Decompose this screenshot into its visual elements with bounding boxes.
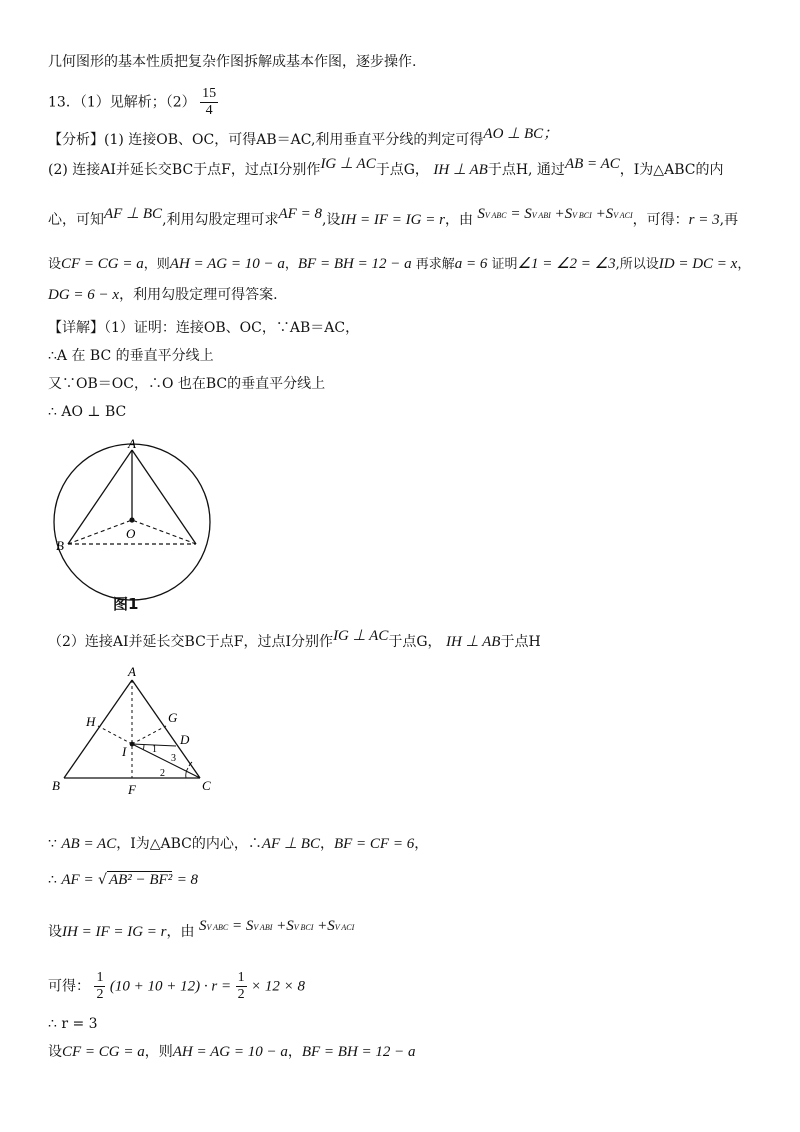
s3-area-eq bbox=[199, 918, 354, 934]
analysis-line-3 bbox=[48, 206, 760, 232]
s2c: AB² − BF² bbox=[108, 872, 173, 888]
p2b: IG ⊥ AC bbox=[333, 628, 389, 644]
segment-IG bbox=[132, 726, 166, 744]
s4f: 2 bbox=[237, 987, 245, 1002]
q13-den: 4 bbox=[205, 103, 213, 118]
p2c: 于点G， bbox=[388, 634, 442, 650]
analysis-line-2 bbox=[48, 156, 760, 180]
s6f: BF = BH = 12 − a bbox=[301, 1044, 416, 1060]
s1a: ∵ bbox=[48, 836, 57, 852]
label-B2: B bbox=[52, 778, 60, 793]
label-B: B bbox=[56, 538, 64, 553]
a4c: ，则 bbox=[143, 257, 170, 272]
s1g: ， bbox=[414, 836, 429, 852]
s6d: AH = AG = 10 − a bbox=[172, 1044, 288, 1060]
s1f: BF = CF = 6 bbox=[333, 836, 415, 852]
s3b: IH = IF = IG = r bbox=[62, 924, 167, 940]
a3s4: V ACI bbox=[613, 211, 633, 220]
analysis-line-5 bbox=[48, 285, 760, 305]
s1b: AB = AC bbox=[61, 836, 117, 852]
label-I: I bbox=[122, 744, 127, 759]
a3f: IH = IF = IG = r bbox=[340, 212, 445, 228]
side-AC bbox=[132, 680, 200, 778]
detail-line-3: 又∵OB＝OC，∴O 也在BC的垂直平分线上 bbox=[48, 376, 326, 392]
figure-2-incircle-triangle bbox=[48, 662, 228, 802]
s3d: S bbox=[198, 918, 207, 934]
a3s2: V ABI bbox=[531, 211, 551, 220]
step-line-3 bbox=[48, 918, 760, 944]
a2f: AB = AC bbox=[564, 156, 620, 172]
segment-IH bbox=[98, 726, 132, 744]
s4e: 1 bbox=[237, 970, 245, 985]
label-C: C bbox=[202, 778, 211, 793]
analysis-math-1: AO ⊥ BC； bbox=[483, 126, 559, 142]
analysis-line-1 bbox=[48, 126, 760, 150]
label-A: A bbox=[128, 436, 136, 451]
a3a: 心，可知 bbox=[48, 212, 104, 228]
step-line-1 bbox=[48, 834, 760, 854]
detail-line-4: ∴ AO ⊥ BC bbox=[48, 404, 127, 420]
a4l: ID = DC = x bbox=[658, 256, 738, 272]
s2d: = 8 bbox=[176, 872, 199, 888]
a4m: ， bbox=[737, 257, 751, 272]
s1d: AF ⊥ BC bbox=[261, 836, 320, 852]
a3s3: V BCI bbox=[572, 211, 592, 220]
s3a: 设 bbox=[48, 924, 62, 940]
p2d: IH ⊥ AB bbox=[446, 634, 501, 650]
segment-IC bbox=[132, 744, 200, 778]
s4c: 2 bbox=[96, 987, 104, 1002]
detail-text-1: （1）证明：连接OB、OC，∵AB＝AC， bbox=[104, 320, 360, 336]
q13-answer bbox=[48, 86, 760, 119]
p2e: 于点H bbox=[500, 634, 541, 650]
a5b: ，利用勾股定理可得答案. bbox=[119, 287, 278, 303]
a3i: = S bbox=[510, 206, 532, 222]
angle-2-arc bbox=[186, 768, 188, 778]
detail-line-2: ∴A 在 BC 的垂直平分线上 bbox=[48, 348, 214, 364]
a3s1: V ABC bbox=[484, 211, 507, 220]
a3c: ,利用勾股定理可求 bbox=[162, 212, 279, 228]
label-D: D bbox=[180, 732, 190, 747]
analysis-line-4 bbox=[48, 254, 760, 275]
step-line-5: ∴ r = 3 bbox=[48, 1016, 98, 1032]
a3h: S bbox=[477, 206, 485, 222]
segment-AC bbox=[132, 450, 196, 544]
a3d: AF = 8 bbox=[278, 206, 322, 222]
a2b: IG ⊥ AC bbox=[320, 156, 376, 172]
s4a: 可得： bbox=[48, 978, 90, 995]
s3f: +S bbox=[276, 918, 294, 934]
point-O bbox=[129, 517, 134, 522]
a3g: ，由 bbox=[444, 212, 473, 228]
p2a: （2）连接AI并延长交BC于点F，过点I分别作 bbox=[48, 634, 334, 650]
a5a: DG = 6 − x bbox=[48, 287, 120, 303]
s1c: ，I为△ABC的内心，∴ bbox=[116, 836, 262, 852]
a4f: BF = BH = 12 − a bbox=[297, 256, 412, 272]
segment-OC bbox=[132, 520, 196, 544]
segment-AB bbox=[68, 450, 132, 544]
step-line-2: ∴ AF = √ AB² − BF² = 8 bbox=[48, 872, 199, 888]
label-angle-1: 1 bbox=[152, 744, 157, 755]
s2a: ∴ bbox=[48, 872, 57, 888]
s2b: AF = bbox=[61, 872, 94, 888]
part2-line bbox=[48, 628, 760, 652]
a2e: 于点H, 通过 bbox=[487, 162, 565, 178]
s4b: 1 bbox=[96, 970, 104, 985]
figure-1-caption: 图1 bbox=[113, 595, 139, 613]
top-line: 几何图形的基本性质把复杂作图拆解成基本作图，逐步操作. bbox=[48, 54, 417, 70]
a3m: r = 3 bbox=[688, 212, 720, 228]
step-line-4 bbox=[48, 970, 760, 1003]
a3j: +S bbox=[554, 206, 573, 222]
label-angle-3: 3 bbox=[171, 753, 176, 764]
a4g: 再求解 bbox=[415, 257, 455, 272]
segment-OB bbox=[68, 520, 132, 544]
s4d: (10 + 10 + 12) · r = bbox=[109, 978, 232, 995]
s6e: ， bbox=[287, 1044, 302, 1060]
figure-1-circle-triangle bbox=[48, 436, 248, 616]
a4k: ,所以设 bbox=[615, 257, 659, 272]
detail-line-1 bbox=[48, 318, 760, 338]
analysis-tag: 【分析】 bbox=[48, 132, 104, 148]
label-A2: A bbox=[128, 664, 136, 679]
a3l: ，可得： bbox=[632, 212, 689, 228]
a2d: IH ⊥ AB bbox=[433, 162, 488, 178]
s1e: ， bbox=[319, 836, 334, 852]
analysis-text-1: (1) 连接OB、OC，可得AB＝AC,利用垂直平分线的判定可得 bbox=[104, 132, 484, 148]
a4e: ， bbox=[284, 257, 298, 272]
s3s4: V ACI bbox=[334, 923, 355, 932]
a2g: ，I为△ABC的内 bbox=[619, 162, 724, 178]
point-I bbox=[130, 742, 135, 747]
a4d: AH = AG = 10 − a bbox=[169, 256, 285, 272]
s3s2: V ABI bbox=[253, 923, 273, 932]
s3g: +S bbox=[317, 918, 335, 934]
s6c: ，则 bbox=[144, 1044, 173, 1060]
s6a: 设 bbox=[48, 1044, 62, 1060]
label-angle-2: 2 bbox=[160, 768, 165, 779]
a3e: ,设 bbox=[321, 212, 341, 228]
q13-num: 15 bbox=[202, 86, 217, 101]
a2a: (2) 连接AI并延长交BC于点F，过点I分别作 bbox=[48, 162, 321, 178]
s3c: ，由 bbox=[166, 924, 195, 940]
detail-tag: 【详解】 bbox=[48, 320, 104, 336]
a2c: 于点G， bbox=[375, 162, 429, 178]
s4-frac-1 bbox=[94, 970, 105, 1003]
s4g: × 12 × 8 bbox=[251, 978, 306, 995]
a4a: 设 bbox=[48, 257, 62, 272]
a3b: AF ⊥ BC bbox=[104, 206, 163, 222]
side-AB bbox=[64, 680, 132, 778]
a3n: ,再 bbox=[719, 212, 739, 228]
step-line-6 bbox=[48, 1042, 760, 1062]
label-H: H bbox=[86, 714, 96, 729]
q13-label: 13．（1）见解析；（2） bbox=[48, 94, 196, 111]
a3k: +S bbox=[595, 206, 614, 222]
s3s1: V ABC bbox=[206, 923, 229, 932]
a4h: a = 6 bbox=[454, 256, 488, 272]
label-F: F bbox=[128, 782, 136, 797]
s3s3: V BCI bbox=[293, 923, 314, 932]
q13-fraction bbox=[200, 86, 218, 119]
label-G: G bbox=[168, 710, 178, 725]
s6b: CF = CG = a bbox=[62, 1044, 145, 1060]
label-O: O bbox=[126, 526, 136, 541]
s4-frac-2 bbox=[236, 970, 247, 1003]
a4j: ∠1 = ∠2 = ∠3 bbox=[517, 256, 616, 272]
a3-area-eq bbox=[477, 206, 632, 222]
s3e: = S bbox=[231, 918, 254, 934]
angle-1-arc bbox=[143, 745, 144, 750]
a4b: CF = CG = a bbox=[61, 256, 144, 272]
a4i: 证明 bbox=[491, 257, 518, 272]
